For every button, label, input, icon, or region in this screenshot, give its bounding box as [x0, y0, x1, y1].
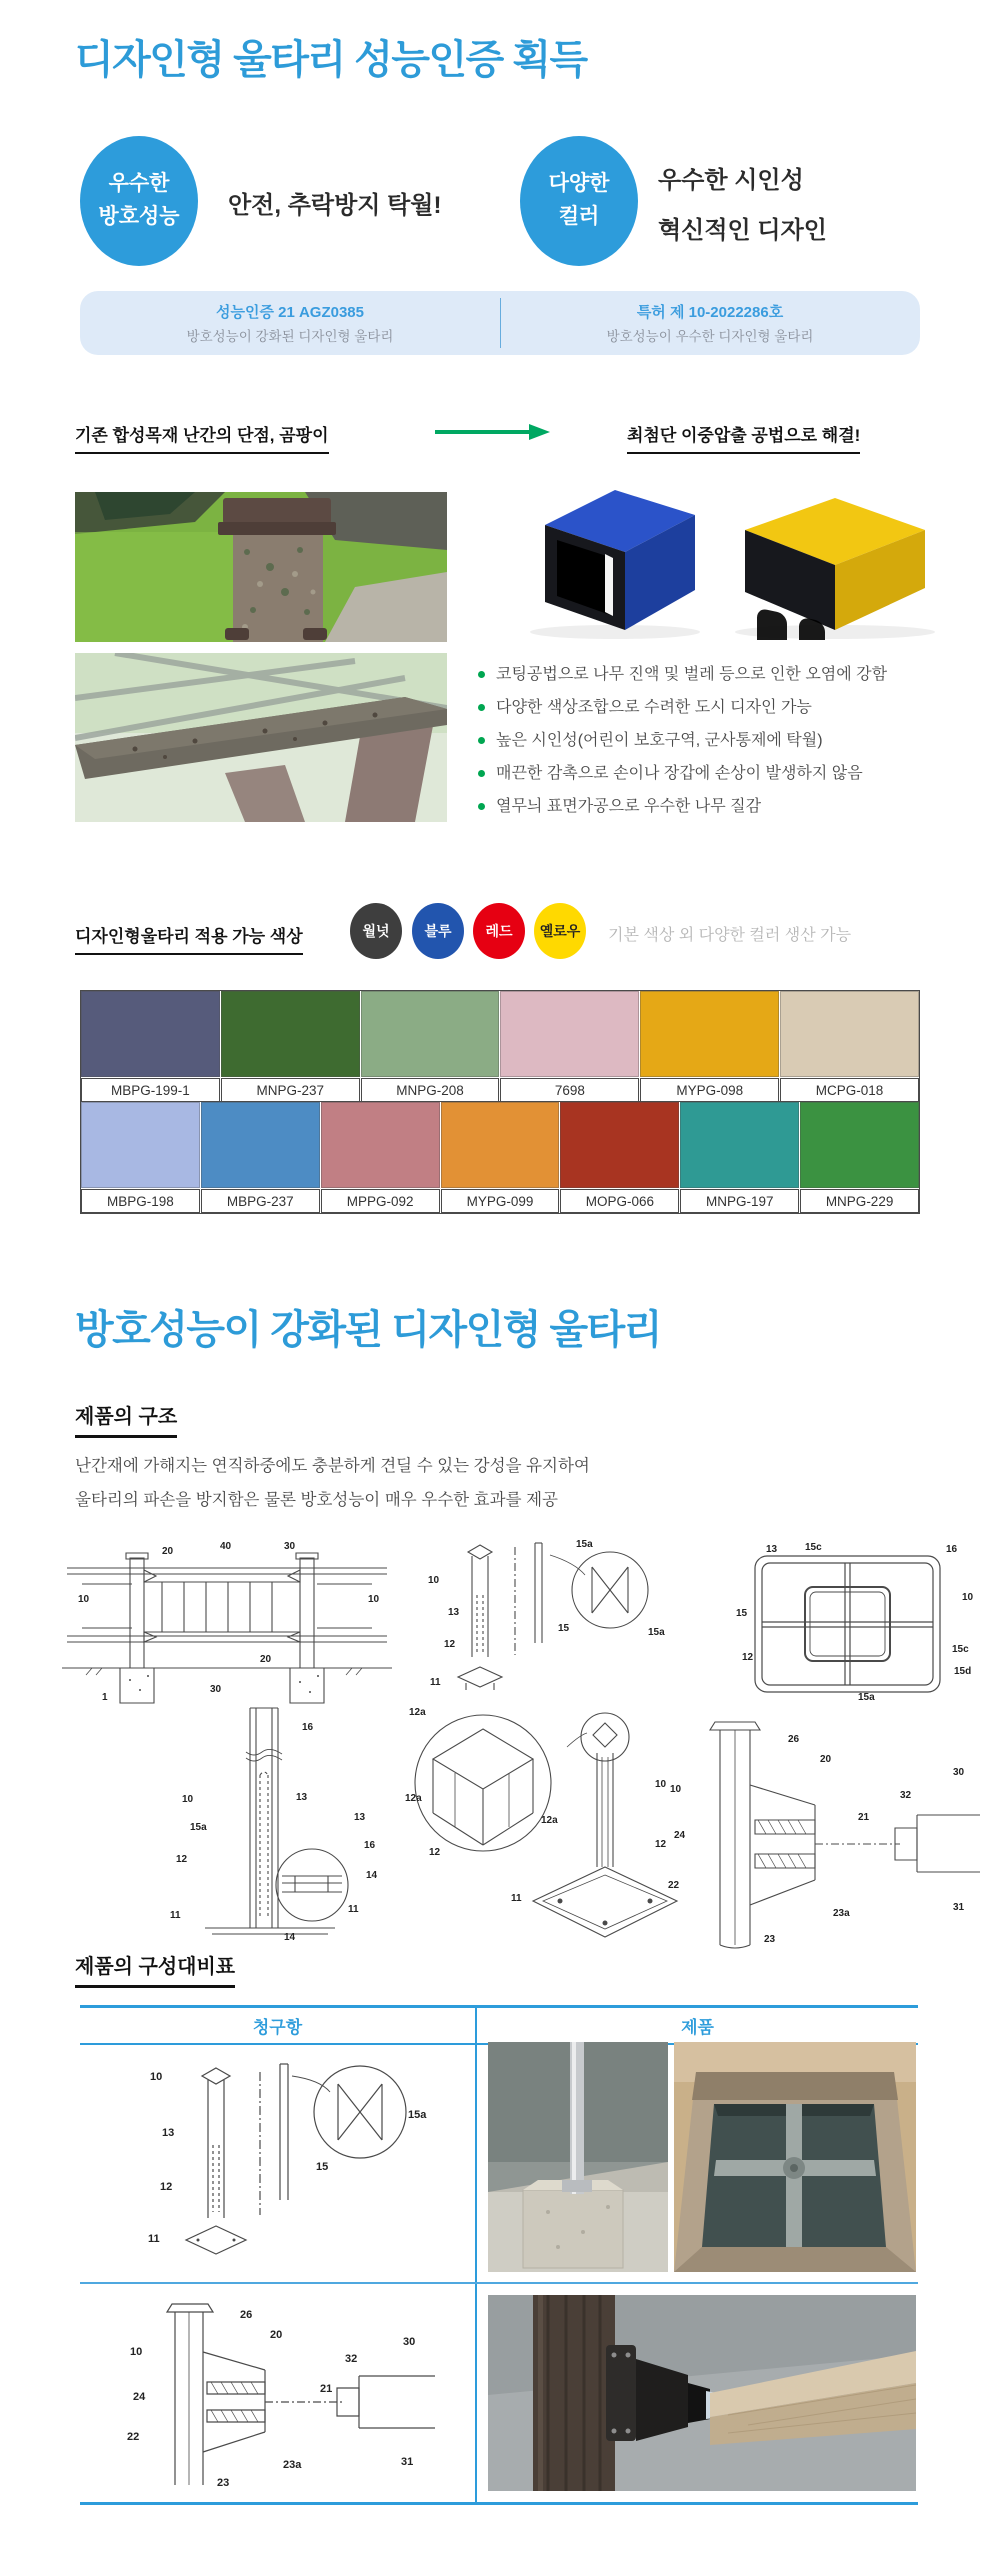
svg-text:10: 10 [130, 2346, 143, 2358]
feature-badge-line: 다양한 [548, 172, 610, 196]
color-swatch: MNPG-197 [680, 1102, 800, 1213]
svg-text:12: 12 [176, 1854, 188, 1865]
svg-text:16: 16 [302, 1722, 314, 1733]
certification-desc: 방호성능이 강화된 디자인형 울타리 [186, 329, 394, 344]
table-border [80, 2502, 918, 2505]
svg-text:13: 13 [162, 2127, 175, 2139]
color-badge-red: 레드 [473, 903, 525, 959]
patent-diagram-bracket-assembly [650, 1720, 980, 1950]
feature-badge-color [520, 136, 638, 266]
svg-text:24: 24 [133, 2391, 146, 2403]
svg-text:10: 10 [368, 1594, 380, 1605]
color-badge-yellow: 옐로우 [534, 903, 586, 959]
photo-moldy-post [75, 492, 447, 642]
svg-text:15: 15 [558, 1623, 570, 1634]
feature-badge-line: 컬러 [558, 205, 600, 228]
svg-text:15c: 15c [805, 1542, 822, 1553]
feature-text-design: 혁신적인 디자인 [658, 217, 827, 244]
svg-text:15a: 15a [190, 1822, 207, 1833]
svg-text:23: 23 [217, 2477, 230, 2489]
color-swatch: MBPG-198 [81, 1102, 201, 1213]
color-swatch: MOPG-066 [560, 1102, 680, 1213]
color-swatch: MNPG-208 [361, 991, 501, 1102]
colors-heading: 디자인형울타리 적용 가능 색상 [75, 922, 303, 955]
svg-text:10: 10 [78, 1594, 90, 1605]
svg-text:11: 11 [430, 1677, 441, 1688]
claim-drawing-bracket [105, 2300, 435, 2490]
color-swatch: 7698 [500, 991, 640, 1102]
table-divider [475, 2005, 477, 2505]
svg-text:14: 14 [366, 1870, 378, 1881]
svg-text:10: 10 [962, 1592, 974, 1603]
svg-text:20: 20 [270, 2329, 283, 2341]
svg-text:13: 13 [354, 1812, 366, 1823]
svg-text:23a: 23a [283, 2459, 302, 2471]
svg-text:26: 26 [788, 1734, 800, 1745]
bullet-dot-icon [478, 704, 485, 711]
bullet-dot-icon [478, 770, 485, 777]
svg-text:11: 11 [148, 2233, 160, 2245]
benefit-item: 코팅공법으로 나무 진액 및 벌레 등으로 인한 오염에 강함 [478, 658, 887, 691]
structure-paragraph-line: 난간재에 가해지는 연직하중에도 충분하게 견딜 수 있는 강성을 유지하여 [75, 1457, 590, 1475]
patent-desc: 방호성능이 우수한 디자인형 울타리 [606, 329, 814, 344]
feature-badge-line: 우수한 [108, 172, 170, 196]
feature-badge-line: 방호성능 [98, 205, 180, 228]
bullet-dot-icon [478, 737, 485, 744]
svg-text:22: 22 [668, 1880, 680, 1891]
svg-text:23a: 23a [833, 1908, 850, 1919]
after-heading: 최첨단 이중압출 공법으로 해결! [627, 421, 860, 454]
svg-text:31: 31 [953, 1902, 965, 1913]
patent-diagram-post-section-detail [150, 1700, 390, 1945]
svg-text:24: 24 [674, 1830, 686, 1841]
svg-text:30: 30 [953, 1767, 965, 1778]
svg-text:15d: 15d [954, 1666, 972, 1677]
column-header-product: 제품 [681, 2018, 714, 2037]
structure-heading: 제품의 구조 [75, 1400, 177, 1438]
svg-text:12: 12 [160, 2181, 173, 2193]
column-header-claim: 청구항 [252, 2018, 303, 2037]
svg-text:40: 40 [220, 1541, 232, 1552]
svg-text:13: 13 [766, 1544, 778, 1555]
svg-text:12: 12 [655, 1839, 667, 1850]
svg-text:11: 11 [348, 1904, 359, 1915]
certification-box [80, 291, 920, 355]
photo-post-on-block [488, 2042, 668, 2272]
table-divider [80, 2282, 918, 2284]
color-swatch: MPPG-092 [321, 1102, 441, 1213]
claim-drawing-post [120, 2050, 430, 2270]
patent-diagram-fence-elevation [62, 1540, 392, 1705]
svg-text:15a: 15a [648, 1627, 665, 1638]
svg-text:20: 20 [162, 1546, 174, 1557]
svg-text:10: 10 [428, 1575, 440, 1586]
photo-moldy-rail [75, 653, 447, 822]
svg-text:12a: 12a [541, 1815, 558, 1826]
svg-text:12: 12 [742, 1652, 754, 1663]
color-swatch: MNPG-229 [800, 1102, 919, 1213]
svg-text:15a: 15a [576, 1539, 593, 1550]
svg-text:13: 13 [296, 1792, 308, 1803]
benefit-list [478, 658, 887, 823]
certification-left [80, 291, 500, 355]
benefit-item: 열무늬 표면가공으로 우수한 나무 질감 [478, 790, 887, 823]
svg-text:16: 16 [364, 1840, 376, 1851]
certification-number: 성능인증 21 AGZ0385 [215, 304, 364, 321]
svg-text:16: 16 [946, 1544, 958, 1555]
svg-text:20: 20 [260, 1654, 272, 1665]
patent-diagram-post-iso [400, 1535, 680, 1700]
patent-diagram-cross-section [710, 1542, 980, 1702]
page-title: 디자인형 울타리 성능인증 획득 [75, 38, 587, 82]
benefit-item: 매끈한 감촉으로 손이나 장갑에 손상이 발생하지 않음 [478, 757, 887, 790]
section2-title: 방호성능이 강화된 디자인형 울타리 [75, 1308, 661, 1352]
svg-text:32: 32 [900, 1790, 912, 1801]
color-swatch: MCPG-018 [780, 991, 919, 1102]
svg-text:26: 26 [240, 2309, 253, 2321]
certification-right [500, 291, 920, 355]
svg-text:30: 30 [284, 1541, 296, 1552]
svg-text:31: 31 [401, 2456, 414, 2468]
svg-text:23: 23 [764, 1934, 776, 1945]
svg-text:22: 22 [127, 2431, 140, 2443]
svg-text:21: 21 [858, 1812, 870, 1823]
feature-text-safety: 안전, 추락방지 탁월! [228, 192, 442, 219]
color-swatch: MBPG-237 [201, 1102, 321, 1213]
color-badge-walnut: 월넛 [350, 903, 402, 959]
svg-text:15: 15 [316, 2161, 329, 2173]
photo-extruded-profiles [505, 470, 950, 640]
svg-text:15: 15 [736, 1608, 748, 1619]
svg-text:10: 10 [670, 1784, 682, 1795]
color-swatch: MYPG-099 [441, 1102, 561, 1213]
svg-text:1: 1 [102, 1692, 108, 1703]
color-swatch: MYPG-098 [640, 991, 780, 1102]
colors-note: 기본 색상 외 다양한 컬러 생산 가능 [608, 927, 852, 944]
svg-text:10: 10 [182, 1794, 194, 1805]
svg-text:15a: 15a [408, 2109, 427, 2121]
svg-text:12a: 12a [409, 1707, 426, 1718]
svg-text:15c: 15c [952, 1644, 969, 1655]
patent-diagram-diamond-core [395, 1695, 680, 1950]
color-badge-blue: 블루 [412, 903, 464, 959]
photo-box-cross-section [674, 2042, 916, 2272]
color-swatch-row-1 [80, 990, 920, 1103]
svg-text:30: 30 [210, 1684, 222, 1695]
svg-text:30: 30 [403, 2336, 416, 2348]
patent-number: 특허 제 10-2022286호 [636, 304, 784, 321]
svg-text:10: 10 [655, 1779, 667, 1790]
svg-text:12: 12 [444, 1639, 456, 1650]
color-swatch: MNPG-237 [221, 991, 361, 1102]
feature-text-visibility: 우수한 시인성 [658, 167, 804, 194]
table-border [80, 2005, 918, 2008]
svg-text:11: 11 [170, 1910, 181, 1921]
svg-text:15a: 15a [858, 1692, 875, 1703]
svg-text:14: 14 [284, 1932, 296, 1943]
svg-text:32: 32 [345, 2353, 358, 2365]
before-heading: 기존 합성목재 난간의 단점, 곰팡이 [75, 421, 329, 454]
color-swatch-row-2 [80, 1101, 920, 1214]
arrow-right-icon [435, 424, 550, 440]
svg-text:12a: 12a [405, 1793, 422, 1804]
svg-text:12: 12 [429, 1847, 441, 1858]
svg-text:21: 21 [320, 2383, 333, 2395]
feature-badge-protection [80, 136, 198, 266]
color-swatch: MBPG-199-1 [81, 991, 221, 1102]
svg-text:13: 13 [448, 1607, 460, 1618]
svg-text:20: 20 [820, 1754, 832, 1765]
benefit-item: 높은 시인성(어린이 보호구역, 군사통제에 탁월) [478, 724, 887, 757]
structure-paragraph-line: 울타리의 파손을 방지함은 물론 방호성능이 매우 우수한 효과를 제공 [75, 1491, 558, 1509]
bullet-dot-icon [478, 803, 485, 810]
benefit-item: 다양한 색상조합으로 수려한 도시 디자인 가능 [478, 691, 887, 724]
photo-bracket-rail [488, 2295, 916, 2491]
bullet-dot-icon [478, 671, 485, 678]
comparison-heading: 제품의 구성대비표 [75, 1950, 235, 1988]
svg-text:10: 10 [150, 2071, 163, 2083]
svg-text:11: 11 [511, 1893, 522, 1904]
